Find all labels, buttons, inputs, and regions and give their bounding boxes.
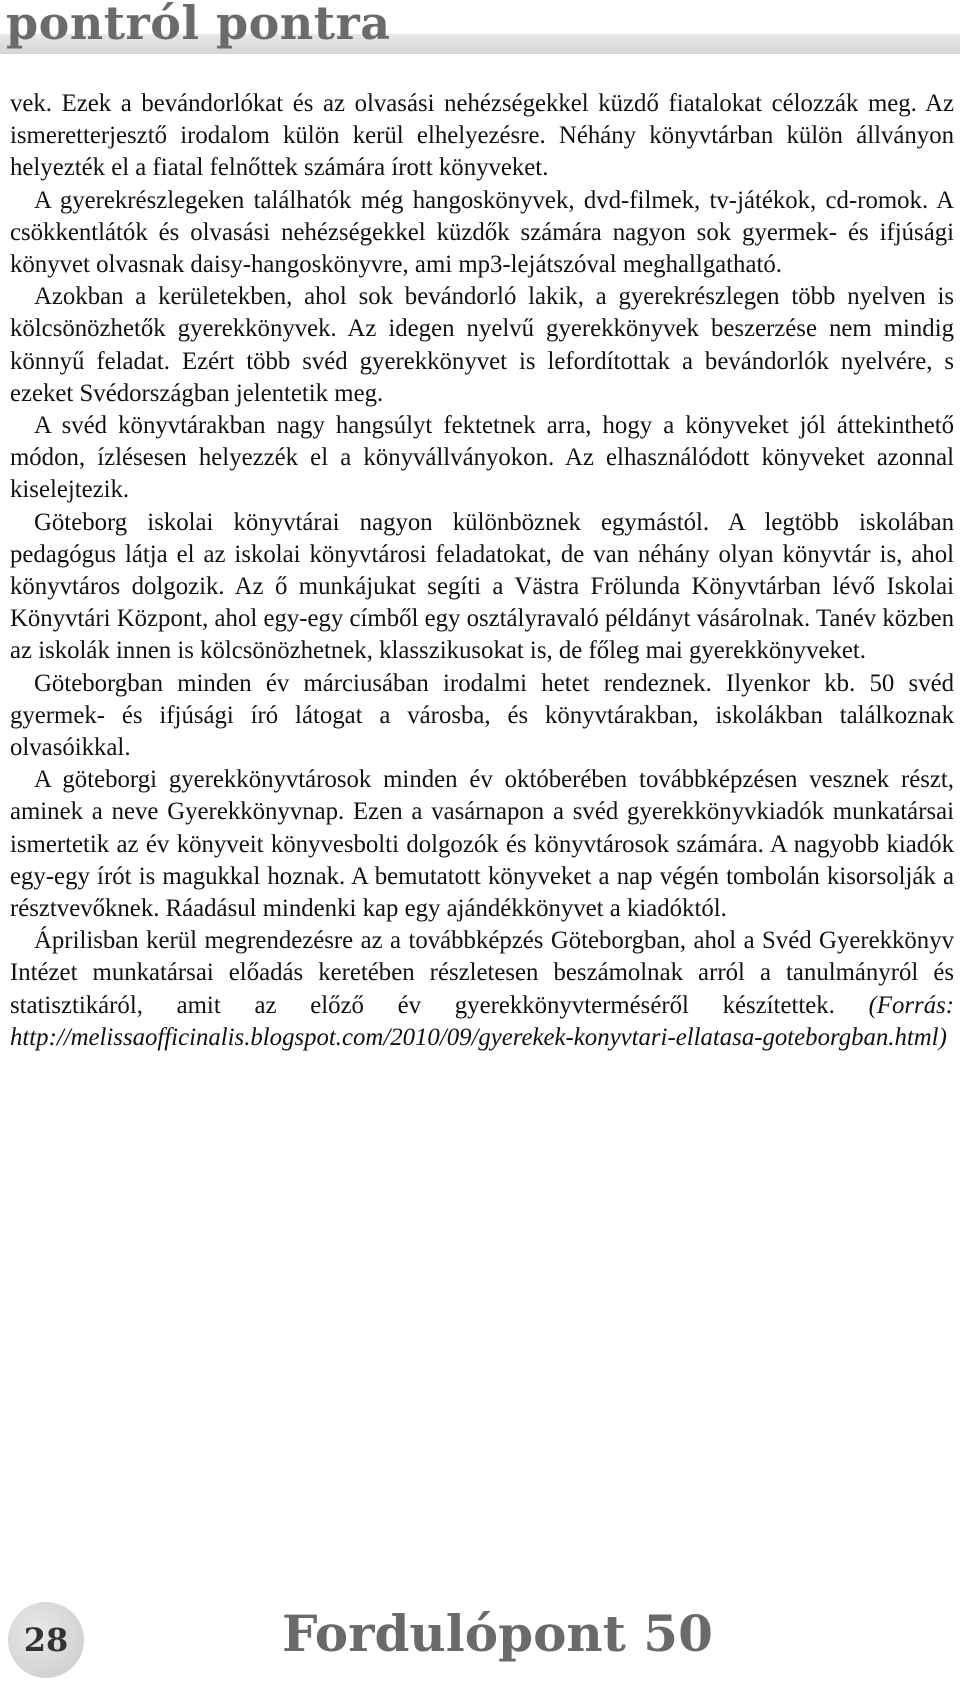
article-body bbox=[10, 88, 954, 1054]
page-footer bbox=[0, 1590, 960, 1682]
page-header bbox=[0, 0, 960, 60]
paragraph-last bbox=[10, 925, 954, 1054]
paragraph: Göteborg iskolai könyvtárai nagyon különböznek egymástól. A legtöbb iskolában pedagógus látja el az iskolai könyvtárosi feladatokat, de van néhány olyan könyvtár is, ahol könyvtáros dolgozik. Az ő munkájukat segíti a Västra Frölunda Könyvtárban lévő Iskolai Könyvtári Központ, ahol egy-egy címből egy osztályravaló példányt vásárolnak. Tanév közben az iskolák innen is kölcsönözhetnek, klasszikusokat is, de főleg mai gyerekkönyveket. bbox=[10, 508, 954, 665]
paragraph: A svéd könyvtárakban nagy hangsúlyt fektetnek arra, hogy a könyveket jól áttekinthető módon, ízlésesen helyezzék el a könyvállványokon. Az elhasználódott könyveket azonnal kiselejtezik. bbox=[10, 412, 954, 504]
paragraph: vek. Ezek a bevándorlókat és az olvasási nehézségekkel küzdő fiatalokat célozzák meg. Az ismeretterjesztő irodalom külön kerül elhelyezésre. Néhány könyvtárban külön állványon helyezték el a fiatal felnőttek számára írott könyveket. bbox=[10, 90, 954, 182]
source-citation: (Forrás: http://melissaofficinalis.blogspot.com/2010/09/gyerekek-konyvtari-ellatasa-goteborgban.html) bbox=[10, 991, 955, 1051]
paragraph: A göteborgi gyerekkönyvtárosok minden év októberében továbbképzésen vesznek részt, aminek a neve Gyerekkönyvnap. Ezen a vasárnapon a svéd gyerekkönyvkiadók munkatársai ismertetik az év könyveit könyvesbolti dolgozók és könyvtárosok számára. A nagyobb kiadók egy-egy írót is magukkal hoznak. A bemutatott könyveket a nap végén tombolán kisorsolják a résztvevőknek. Ráadásul mindenki kap egy ajándékkönyvet a kiadóktól. bbox=[10, 766, 954, 923]
section-title: pontról pontra bbox=[6, 0, 391, 50]
paragraph: Göteborgban minden év márciusában irodalmi hetet rendeznek. Ilyenkor kb. 50 svéd gyermek- és ifjúsági író látogat a városba, és könyvtárakban, iskolákban találkoznak olvasóikkal. bbox=[10, 669, 954, 762]
paragraph: A gyerekrészlegeken találhatók még hangoskönyvek, dvd-filmek, tv-játékok, cd-romok. A csökkentlátók és olvasási nehézségekkel küzdők számára nagyon sok gyermek- és ifjúsági könyvet olvasnak daisy-hangoskönyvre, ami mp3-lejátszóval meghallgatható. bbox=[10, 186, 954, 279]
page-number: 28 bbox=[23, 1621, 69, 1659]
paragraph-text: Áprilisban kerül megrendezésre az a továbbképzés Göteborgban, ahol a Svéd Gyerekkönyv Intézet munkatársai előadás keretében részletesen beszámolnak arról a tanulmányról és statisztikáról, amit az előző év gyerekkönyvterméséről készítettek. bbox=[10, 927, 954, 1019]
paragraph: Azokban a kerületekben, ahol sok bevándorló lakik, a gyerekrészlegen több nyelven is kölcsönözhetők gyerekkönyvek. Az idegen nyelvű gyerekkönyvek beszerzése nem mindig könnyű feladat. Ezért több svéd gyerekkönyvet is lefordítottak a bevándorlók nyelvére, s ezeket Svédországban jelentetik meg. bbox=[10, 283, 954, 407]
publication-title: Fordulópont 50 bbox=[282, 1604, 713, 1663]
